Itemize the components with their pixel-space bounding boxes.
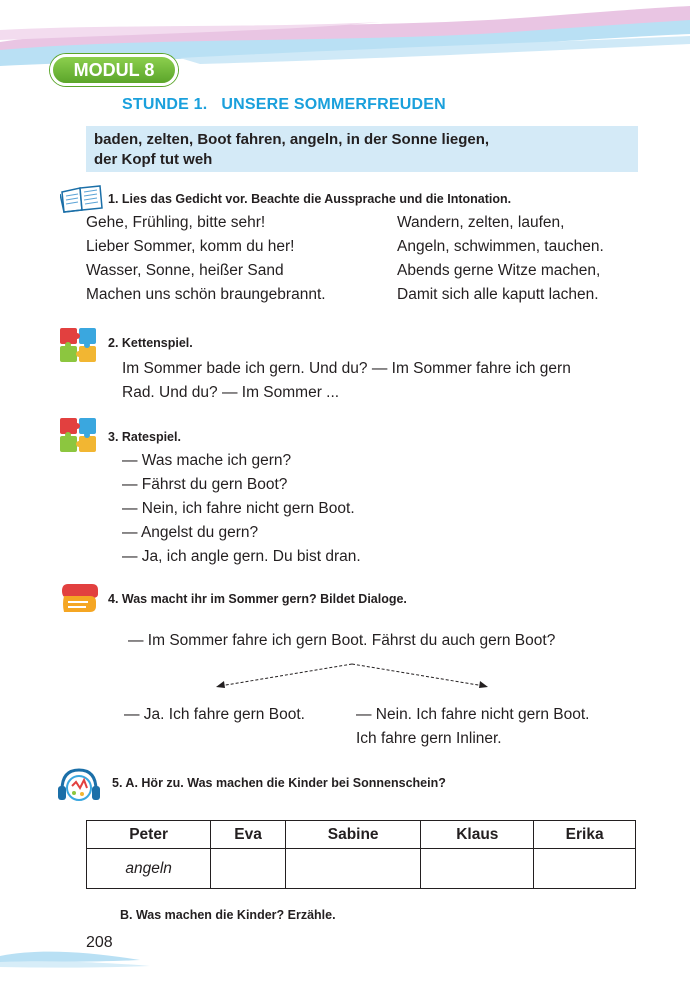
lesson-number: STUNDE 1. [122, 96, 208, 113]
task-4-instruction: 4. Was macht ihr im Sommer gern? Bildet Dialoge. [108, 592, 407, 606]
dialogue-question: — Im Sommer fahre ich gern Boot. Fährst du auch gern Boot? [128, 632, 556, 649]
lesson-name: UNSERE SOMMERFREUDEN [221, 96, 446, 113]
lesson-title [122, 96, 446, 114]
task-2-instruction: 2. Kettenspiel. [108, 336, 193, 350]
task-2-text [122, 357, 571, 405]
task-5b-instruction: B. Was machen die Kinder? Erzähle. [120, 908, 336, 922]
modul-badge: MODUL 8 [50, 54, 178, 86]
task-3-dialogue [122, 449, 361, 569]
kids-table [86, 820, 636, 889]
vocabulary-line: baden, zelten, Boot fahren, angeln, in der Sonne liegen, [94, 131, 490, 148]
text-line: Rad. Und du? — Im Sommer ... [122, 384, 340, 401]
headphones-icon [56, 766, 102, 806]
table-cell [421, 849, 534, 889]
branch-arrows [212, 660, 492, 692]
dialogue-line: — Angelst du gern? [122, 524, 259, 541]
answer-no [356, 703, 589, 751]
speech-icon [58, 582, 100, 614]
poem-line: Damit sich alle kaputt lachen. [397, 286, 599, 303]
poem-line: Angeln, schwimmen, tauchen. [397, 238, 604, 255]
table-cell [211, 849, 286, 889]
puzzle-icon [58, 416, 100, 454]
answer-no-line: Ich fahre gern Inliner. [356, 730, 502, 747]
table-header: Erika [534, 821, 636, 849]
table-cell: angeln [87, 849, 211, 889]
answer-no-line: — Nein. Ich fahre nicht gern Boot. [356, 706, 590, 723]
task-1-instruction: 1. Lies das Gedicht vor. Beachte die Aussprache und die Intonation. [108, 192, 512, 206]
poem-line: Gehe, Frühling, bitte sehr! [86, 214, 266, 231]
dialogue-line: — Ja, ich angle gern. Du bist dran. [122, 548, 361, 565]
table-header: Sabine [285, 821, 420, 849]
table-header: Peter [87, 821, 211, 849]
vocabulary-box [86, 126, 638, 172]
puzzle-icon [58, 326, 100, 364]
table-header: Klaus [421, 821, 534, 849]
footer-wave [0, 940, 150, 970]
book-icon [60, 184, 104, 214]
vocabulary-line: der Kopf tut weh [94, 151, 213, 168]
poem-right-column [397, 211, 604, 307]
table-header: Eva [211, 821, 286, 849]
poem-line: Wandern, zelten, laufen, [397, 214, 565, 231]
poem-line: Lieber Sommer, komm du her! [86, 238, 295, 255]
dialogue-line: — Was mache ich gern? [122, 452, 292, 469]
table-row [87, 849, 636, 889]
table-cell [285, 849, 420, 889]
dialogue-line: — Fährst du gern Boot? [122, 476, 288, 493]
poem-line: Abends gerne Witze machen, [397, 262, 601, 279]
poem-line: Machen uns schön braungebrannt. [86, 286, 326, 303]
poem-line: Wasser, Sonne, heißer Sand [86, 262, 284, 279]
table-header-row [87, 821, 636, 849]
task-5a-instruction: 5. A. Hör zu. Was machen die Kinder bei Sonnenschein? [112, 776, 446, 790]
page-number: 208 [86, 934, 113, 951]
dialogue-line: — Nein, ich fahre nicht gern Boot. [122, 500, 355, 517]
table-cell [534, 849, 636, 889]
text-line: Im Sommer bade ich gern. Und du? — Im Sommer fahre ich gern [122, 360, 571, 377]
poem-left-column [86, 211, 326, 307]
task-3-instruction: 3. Ratespiel. [108, 430, 181, 444]
answer-yes: — Ja. Ich fahre gern Boot. [124, 706, 305, 723]
